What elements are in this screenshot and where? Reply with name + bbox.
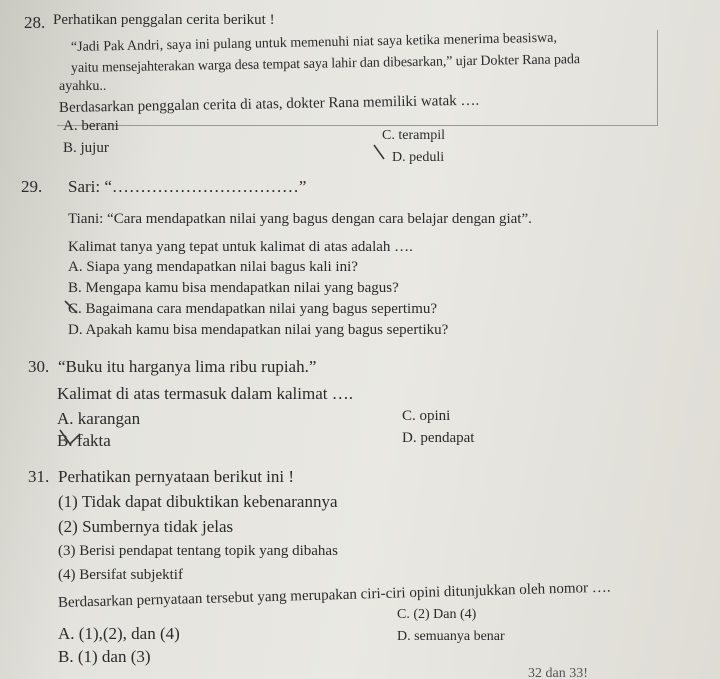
q29-answer-mark-icon [62, 298, 84, 318]
q28-quote-line1: “Jadi Pak Andri, saya ini pulang untuk memenuhi niat saya ketika menerima beasiswa, [70, 30, 558, 55]
q30-question: Kalimat di atas termasuk dalam kalimat …. [57, 384, 353, 403]
q31-lead: Perhatikan pernyataan berikut ini ! [58, 467, 295, 486]
q28-option-b: B. jujur [63, 140, 109, 156]
q29-question: Kalimat tanya yang tepat untuk kalimat di atas adalah …. [68, 239, 413, 255]
q29-option-d: D. Apakah kamu bisa mendapatkan nilai yang bagus sepertiku? [68, 322, 449, 338]
q28-number: 28. [24, 13, 46, 32]
q31-option-a: A. (1),(2), dan (4) [58, 624, 180, 643]
q30-option-a: A. karangan [57, 409, 141, 428]
q29-tiani-line: Tiani: “Cara mendapatkan nilai yang bagus dengan cara belajar dengan giat”. [68, 211, 532, 227]
q30-quote: “Buku itu harganya lima ribu rupiah.” [58, 357, 317, 376]
q29-sari-line: Sari: “……………………………” [68, 177, 307, 196]
q29-number: 29. [21, 177, 43, 196]
q31-number: 31. [28, 467, 50, 486]
q31-statement-3: (3) Berisi pendapat tentang topik yang dibahas [58, 543, 338, 559]
q30-option-b: B. fakta [57, 431, 111, 450]
q28-lead: Perhatikan penggalan cerita berikut ! [53, 12, 275, 28]
q28-option-a: A. berani [63, 118, 119, 134]
q29-option-c: C. Bagaimana cara mendapatkan nilai yang bagus sepertimu? [68, 301, 438, 317]
q28-quote-line2: yaitu mensejahterakan warga desa tempat saya lahir dan dibesarkan,” ujar Dokter Rana pada [70, 52, 581, 76]
q28-option-c: C. terampil [382, 128, 445, 143]
q30-option-d: D. pendapat [402, 430, 475, 446]
q31-option-c: C. (2) Dan (4) [397, 607, 477, 622]
next-page-cutoff-text: 32 dan 33! [528, 666, 588, 679]
q31-question: Berdasarkan pernyataan tersebut yang merupakan ciri-ciri opini ditunjukkan oleh nomor …. [57, 579, 611, 611]
q28-quote-line3: ayahku.. [59, 79, 107, 94]
q29-option-a: A. Siapa yang mendapatkan nilai bagus kali ini? [68, 259, 358, 275]
q29-option-b: B. Mengapa kamu bisa mendapatkan nilai yang bagus? [68, 280, 399, 296]
q30-option-c: C. opini [402, 408, 451, 424]
q31-statement-1: (1) Tidak dapat dibuktikan kebenarannya [58, 492, 338, 511]
q30-answer-mark-icon [58, 428, 84, 448]
q31-option-b: B. (1) dan (3) [58, 647, 151, 666]
q28-answer-mark-icon [372, 143, 396, 163]
q28-option-d: D. peduli [392, 150, 445, 165]
q28-question: Berdasarkan penggalan cerita di atas, dokter Rana memiliki watak …. [58, 92, 480, 116]
q31-statement-2: (2) Sumbernya tidak jelas [58, 517, 234, 536]
q30-number: 30. [28, 357, 50, 376]
q31-option-d: D. semuanya benar [397, 629, 505, 644]
q31-statement-4: (4) Bersifat subjektif [58, 567, 183, 583]
